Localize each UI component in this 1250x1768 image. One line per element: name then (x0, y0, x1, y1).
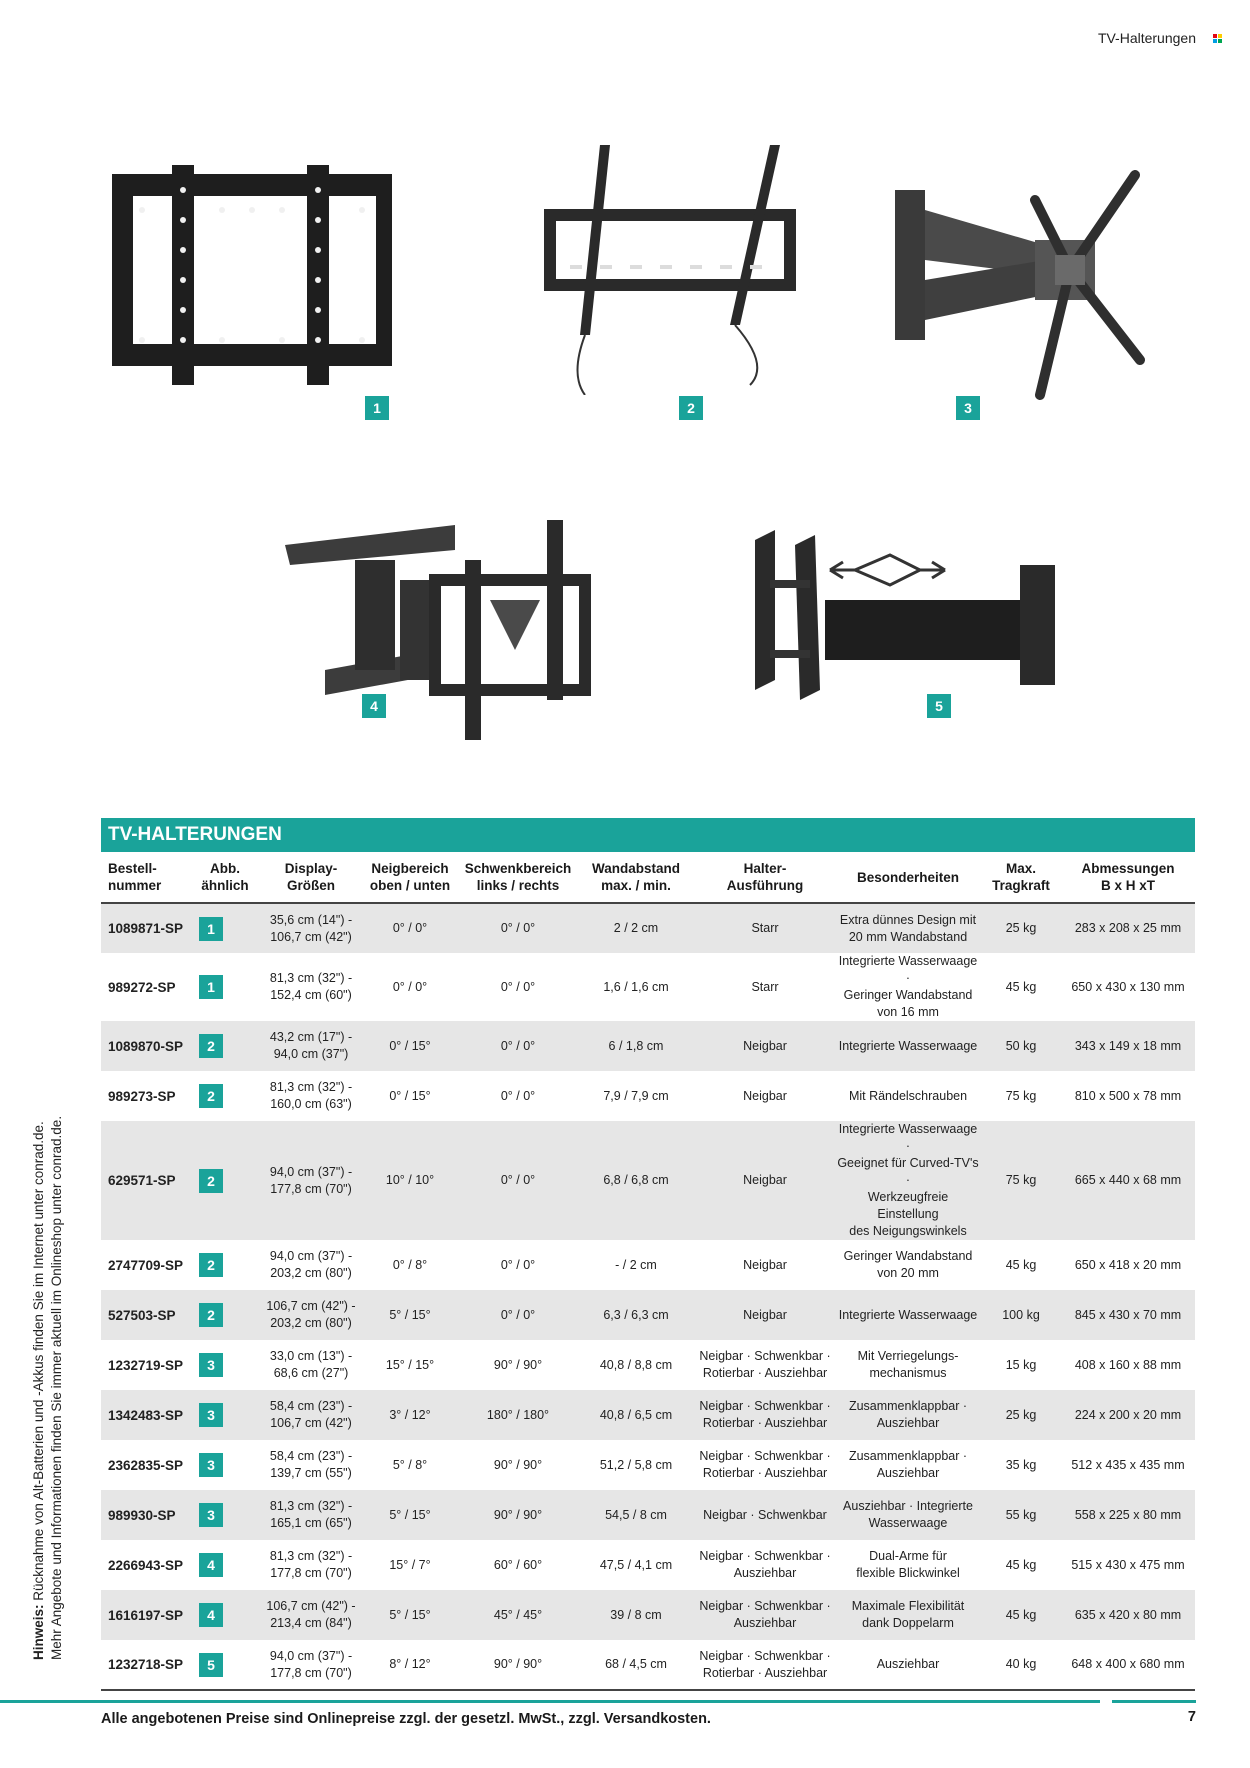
flat-wall-mount-image (112, 160, 392, 400)
cell-neigbereich: 5° / 15° (361, 1290, 459, 1340)
cell-halter: Neigbar · Schwenkbar · Rotierbar · Ausziehbar (699, 1449, 831, 1480)
cell-bestellnummer: 989273-SP (108, 1088, 176, 1104)
cell-tragkraft: 100 kg (981, 1290, 1061, 1340)
cell-halter: Neigbar (695, 1290, 835, 1340)
abb-badge: 3 (199, 1353, 223, 1377)
cell-neigbereich: 0° / 8° (392, 1257, 428, 1272)
cell-halter: Neigbar · Schwenkbar · Ausziehbar (695, 1590, 835, 1640)
cell-bestellnummer: 989272-SP (108, 979, 176, 995)
cell-neigbereich: 3° / 12° (361, 1390, 459, 1440)
cell-schwenkbereich: 90° / 90° (459, 1490, 577, 1540)
header-abmessungen: Abmessungen B x H xT (1061, 852, 1195, 903)
cell-besonderheiten: Integrierte Wasserwaage · Geeignet für Curved-TV's · Werkzeugfreie Einstellung des Neigungswinkels (835, 1121, 981, 1240)
cell-neigbereich: 15° / 7° (389, 1557, 431, 1572)
cell-halter: Neigbar · Schwenkbar (695, 1490, 835, 1540)
cell-abb (189, 1021, 261, 1071)
cell-schwenkbereich: 0° / 0° (500, 1257, 536, 1272)
header-neigbereich: Neigbereich oben / unten (361, 852, 459, 903)
cell-besonderheiten: Zusammenklappbar · Ausziehbar (848, 1449, 968, 1480)
cell-wandabstand: - / 2 cm (615, 1257, 657, 1272)
cell-neigbereich: 0° / 15° (389, 1088, 431, 1103)
table-row (101, 1071, 1195, 1121)
table-row (101, 1640, 1195, 1690)
table-row (101, 903, 1195, 953)
cell-abb (189, 1390, 261, 1440)
cell-display: 106,7 cm (42") - 203,2 cm (80") (261, 1290, 361, 1340)
cell-besonderheiten: Ausziehbar (835, 1640, 981, 1690)
cell-besonderheiten: Mit Verriegelungs- mechanismus (857, 1349, 959, 1380)
cell-halter: Neigbar (695, 1121, 835, 1240)
cell-display: 58,4 cm (23") - 139,7 cm (55") (269, 1449, 353, 1480)
header-wandabstand: Wandabstand max. / min. (577, 852, 695, 903)
cell-display: 35,6 cm (14") - 106,7 cm (42") (261, 903, 361, 953)
cell-bestellnummer: 2266943-SP (108, 1557, 184, 1573)
table-row (101, 953, 1195, 1021)
cell-tragkraft: 25 kg (981, 1390, 1061, 1440)
cell-wandabstand: 6,3 / 6,3 cm (577, 1290, 695, 1340)
cell-schwenkbereich: 0° / 0° (459, 1121, 577, 1240)
cell-schwenkbereich: 0° / 0° (500, 1088, 536, 1103)
cell-halter: Neigbar (743, 1088, 787, 1103)
cell-tragkraft: 15 kg (1005, 1357, 1037, 1372)
header-abb: Abb. ähnlich (189, 852, 261, 903)
cell-wandabstand: 40,8 / 6,5 cm (577, 1390, 695, 1440)
cell-halter: Neigbar (743, 1257, 787, 1272)
abb-badge: 2 (199, 1303, 223, 1327)
cell-schwenkbereich: 180° / 180° (459, 1390, 577, 1440)
cell-abmessungen: 512 x 435 x 435 mm (1071, 1457, 1185, 1472)
abb-badge: 4 (199, 1553, 223, 1577)
cell-display: 94,0 cm (37") - 203,2 cm (80") (269, 1249, 353, 1280)
cell-besonderheiten: Zusammenklappbar · Ausziehbar (835, 1390, 981, 1440)
side-note-line1: Rücknahme von Alt-Batterien und -Akkus finden Sie im Internet unter conrad.de. (31, 1121, 46, 1601)
cell-besonderheiten: Extra dünnes Design mit 20 mm Wandabstand (835, 903, 981, 953)
cell-display: 94,0 cm (37") - 177,8 cm (70") (261, 1121, 361, 1240)
cell-bestellnummer: 1342483-SP (101, 1390, 189, 1440)
cell-halter: Neigbar · Schwenkbar · Rotierbar · Ausziehbar (695, 1640, 835, 1690)
cell-abmessungen: 650 x 430 x 130 mm (1071, 979, 1185, 994)
table-row (101, 1490, 1195, 1540)
cell-abb (189, 1440, 261, 1490)
cell-schwenkbereich: 60° / 60° (493, 1557, 543, 1572)
cell-besonderheiten: Ausziehbar · Integrierte Wasserwaage (835, 1490, 981, 1540)
cell-abmessungen: 635 x 420 x 80 mm (1061, 1590, 1195, 1640)
cell-bestellnummer: 2362835-SP (108, 1457, 184, 1473)
cell-schwenkbereich: 0° / 0° (459, 1290, 577, 1340)
cell-wandabstand: 39 / 8 cm (577, 1590, 695, 1640)
cell-bestellnummer: 629571-SP (101, 1121, 189, 1240)
cell-schwenkbereich: 90° / 90° (459, 1640, 577, 1690)
abb-badge: 2 (199, 1169, 223, 1193)
side-note-label: Hinweis: (31, 1604, 46, 1660)
cell-schwenkbereich: 0° / 0° (459, 903, 577, 953)
side-note-line2: Mehr Angebote und Informationen finden Sie immer aktuell im Onlineshop unter conrad.de. (49, 1115, 64, 1660)
cell-tragkraft: 55 kg (981, 1490, 1061, 1540)
cell-tragkraft: 45 kg (981, 1590, 1061, 1640)
cell-abmessungen: 665 x 440 x 68 mm (1061, 1121, 1195, 1240)
cell-tragkraft: 45 kg (1005, 979, 1037, 994)
cell-abb (189, 1540, 261, 1590)
cell-besonderheiten: Mit Rändelschrauben (848, 1088, 968, 1103)
cell-wandabstand: 6,8 / 6,8 cm (577, 1121, 695, 1240)
cell-display: 106,7 cm (42") - 213,4 cm (84") (261, 1590, 361, 1640)
cell-tragkraft: 25 kg (981, 903, 1061, 953)
header-display: Display- Größen (261, 852, 361, 903)
header-bestellnummer: Bestell- nummer (101, 852, 189, 903)
abb-badge: 1 (199, 975, 223, 999)
cell-wandabstand: 2 / 2 cm (577, 903, 695, 953)
extendable-arm-mount-image (755, 530, 1055, 710)
table-row (101, 1290, 1195, 1340)
cell-abb (189, 1290, 261, 1340)
cell-halter: Neigbar (695, 1021, 835, 1071)
cell-display: 94,0 cm (37") - 177,8 cm (70") (261, 1640, 361, 1690)
cell-bestellnummer: 2747709-SP (108, 1257, 184, 1273)
cell-abb (189, 903, 261, 953)
cell-display: 81,3 cm (32") - 152,4 cm (60") (269, 971, 353, 1002)
cell-besonderheiten: Integrierte Wasserwaage (835, 1021, 981, 1071)
cell-schwenkbereich: 0° / 0° (459, 1021, 577, 1071)
cell-neigbereich: 5° / 15° (361, 1590, 459, 1640)
cell-abmessungen: 343 x 149 x 18 mm (1061, 1021, 1195, 1071)
brand-logo (1213, 34, 1222, 43)
cell-schwenkbereich: 90° / 90° (493, 1457, 543, 1472)
abb-badge: 2 (199, 1253, 223, 1277)
cell-display: 81,3 cm (32") - 177,8 cm (70") (269, 1549, 353, 1580)
cell-neigbereich: 10° / 10° (361, 1121, 459, 1240)
dual-arm-mount-image (285, 520, 595, 745)
cell-wandabstand: 47,5 / 4,1 cm (599, 1557, 673, 1572)
cell-abb (189, 1121, 261, 1240)
abb-badge: 2 (199, 1084, 223, 1108)
table-row (101, 1021, 1195, 1071)
cell-bestellnummer: 527503-SP (101, 1290, 189, 1340)
cell-neigbereich: 0° / 15° (361, 1021, 459, 1071)
product-badge-1: 1 (365, 396, 389, 420)
cell-neigbereich: 0° / 0° (361, 903, 459, 953)
cell-abmessungen: 408 x 160 x 88 mm (1074, 1357, 1182, 1372)
cell-abb (189, 953, 261, 1021)
cell-abmessungen: 845 x 430 x 70 mm (1061, 1290, 1195, 1340)
cell-wandabstand: 7,9 / 7,9 cm (603, 1088, 669, 1103)
product-badge-3: 3 (956, 396, 980, 420)
abb-badge: 4 (199, 1603, 223, 1627)
table-row (101, 1340, 1195, 1390)
cell-bestellnummer: 1232718-SP (101, 1640, 189, 1690)
cell-besonderheiten: Integrierte Wasserwaage · Geringer Wandabstand von 16 mm (838, 954, 978, 1019)
table-row (101, 1240, 1195, 1290)
cell-halter: Starr (695, 903, 835, 953)
cell-halter: Neigbar · Schwenkbar · Rotierbar · Ausziehbar (699, 1349, 831, 1380)
footer-note: Alle angebotenen Preise sind Onlinepreise zzgl. der gesetzl. MwSt., zzgl. Versandkosten. (101, 1711, 711, 1727)
cell-besonderheiten: Maximale Flexibilität dank Doppelarm (835, 1590, 981, 1640)
product-badge-4: 4 (362, 694, 386, 718)
cell-besonderheiten: Integrierte Wasserwaage (835, 1290, 981, 1340)
table-row (101, 1540, 1195, 1590)
abb-badge: 1 (199, 917, 223, 941)
cell-besonderheiten: Dual-Arme für flexible Blickwinkel (856, 1549, 960, 1580)
cell-wandabstand: 6 / 1,8 cm (577, 1021, 695, 1071)
cell-halter: Starr (751, 979, 779, 994)
footer-divider-short (1112, 1700, 1196, 1703)
cell-bestellnummer: 1089871-SP (101, 903, 189, 953)
cell-neigbereich: 15° / 15° (385, 1357, 435, 1372)
cell-display: 58,4 cm (23") - 106,7 cm (42") (261, 1390, 361, 1440)
cell-schwenkbereich: 45° / 45° (459, 1590, 577, 1640)
cell-halter: Neigbar · Schwenkbar · Ausziehbar (699, 1549, 831, 1580)
product-badge-2: 2 (679, 396, 703, 420)
tilting-wall-mount-image (540, 145, 800, 395)
cell-neigbereich: 5° / 8° (392, 1457, 428, 1472)
abb-badge: 2 (199, 1034, 223, 1058)
cell-wandabstand: 51,2 / 5,8 cm (599, 1457, 673, 1472)
table-row (101, 1440, 1195, 1490)
cell-abmessungen: 650 x 418 x 20 mm (1074, 1257, 1182, 1272)
cell-abmessungen: 283 x 208 x 25 mm (1061, 903, 1195, 953)
table-title: TV-HALTERUNGEN (101, 818, 1195, 852)
footer-divider (0, 1700, 1100, 1703)
cell-tragkraft: 75 kg (981, 1121, 1061, 1240)
cell-abmessungen: 224 x 200 x 20 mm (1061, 1390, 1195, 1440)
cell-schwenkbereich: 90° / 90° (493, 1357, 543, 1372)
cell-wandabstand: 54,5 / 8 cm (577, 1490, 695, 1540)
header-halter: Halter- Ausführung (695, 852, 835, 903)
cell-wandabstand: 68 / 4,5 cm (577, 1640, 695, 1690)
abb-badge: 5 (199, 1653, 223, 1677)
tv-mounts-table (101, 818, 1195, 1691)
abb-badge: 3 (199, 1403, 223, 1427)
cell-display: 43,2 cm (17") - 94,0 cm (37") (261, 1021, 361, 1071)
cell-tragkraft: 45 kg (1005, 1257, 1037, 1272)
cell-abb (189, 1590, 261, 1640)
cell-abb (189, 1071, 261, 1121)
cell-abmessungen: 810 x 500 x 78 mm (1074, 1088, 1182, 1103)
cell-besonderheiten: Geringer Wandabstand von 20 mm (843, 1249, 973, 1280)
cell-wandabstand: 40,8 / 8,8 cm (599, 1357, 673, 1372)
cell-abmessungen: 648 x 400 x 680 mm (1061, 1640, 1195, 1690)
cell-abmessungen: 558 x 225 x 80 mm (1061, 1490, 1195, 1540)
cell-neigbereich: 5° / 15° (361, 1490, 459, 1540)
cell-neigbereich: 8° / 12° (361, 1640, 459, 1690)
cell-tragkraft: 40 kg (981, 1640, 1061, 1690)
cell-display: 81,3 cm (32") - 165,1 cm (65") (261, 1490, 361, 1540)
table-row (101, 1590, 1195, 1640)
cell-bestellnummer: 1089870-SP (101, 1021, 189, 1071)
cell-abb (189, 1240, 261, 1290)
cell-bestellnummer: 1232719-SP (108, 1357, 184, 1373)
cell-abb (189, 1490, 261, 1540)
side-note (30, 1100, 74, 1660)
table-row (101, 1390, 1195, 1440)
cell-tragkraft: 45 kg (1005, 1557, 1037, 1572)
abb-badge: 3 (199, 1503, 223, 1527)
cell-abb (189, 1340, 261, 1390)
full-motion-arm-mount-image (895, 170, 1155, 410)
header-besonderheiten: Besonderheiten (835, 852, 981, 903)
cell-display: 81,3 cm (32") - 160,0 cm (63") (269, 1080, 353, 1111)
table-row (101, 1121, 1195, 1240)
abb-badge: 3 (199, 1453, 223, 1477)
page-number: 7 (1187, 1709, 1196, 1725)
cell-abb (189, 1640, 261, 1690)
cell-halter: Neigbar · Schwenkbar · Rotierbar · Ausziehbar (695, 1390, 835, 1440)
cell-tragkraft: 50 kg (981, 1021, 1061, 1071)
cell-abmessungen: 515 x 430 x 475 mm (1071, 1557, 1185, 1572)
cell-schwenkbereich: 0° / 0° (500, 979, 536, 994)
cell-wandabstand: 1,6 / 1,6 cm (603, 979, 669, 994)
page-header-title: TV-Halterungen (1097, 30, 1196, 46)
cell-tragkraft: 75 kg (1005, 1088, 1037, 1103)
product-badge-5: 5 (927, 694, 951, 718)
cell-display: 33,0 cm (13") - 68,6 cm (27") (269, 1349, 353, 1380)
table-header-row (101, 852, 1195, 903)
cell-neigbereich: 0° / 0° (392, 979, 428, 994)
header-tragkraft: Max. Tragkraft (981, 852, 1061, 903)
header-schwenkbereich: Schwenkbereich links / rechts (459, 852, 577, 903)
cell-bestellnummer: 1616197-SP (101, 1590, 189, 1640)
cell-tragkraft: 35 kg (1005, 1457, 1037, 1472)
cell-bestellnummer: 989930-SP (101, 1490, 189, 1540)
